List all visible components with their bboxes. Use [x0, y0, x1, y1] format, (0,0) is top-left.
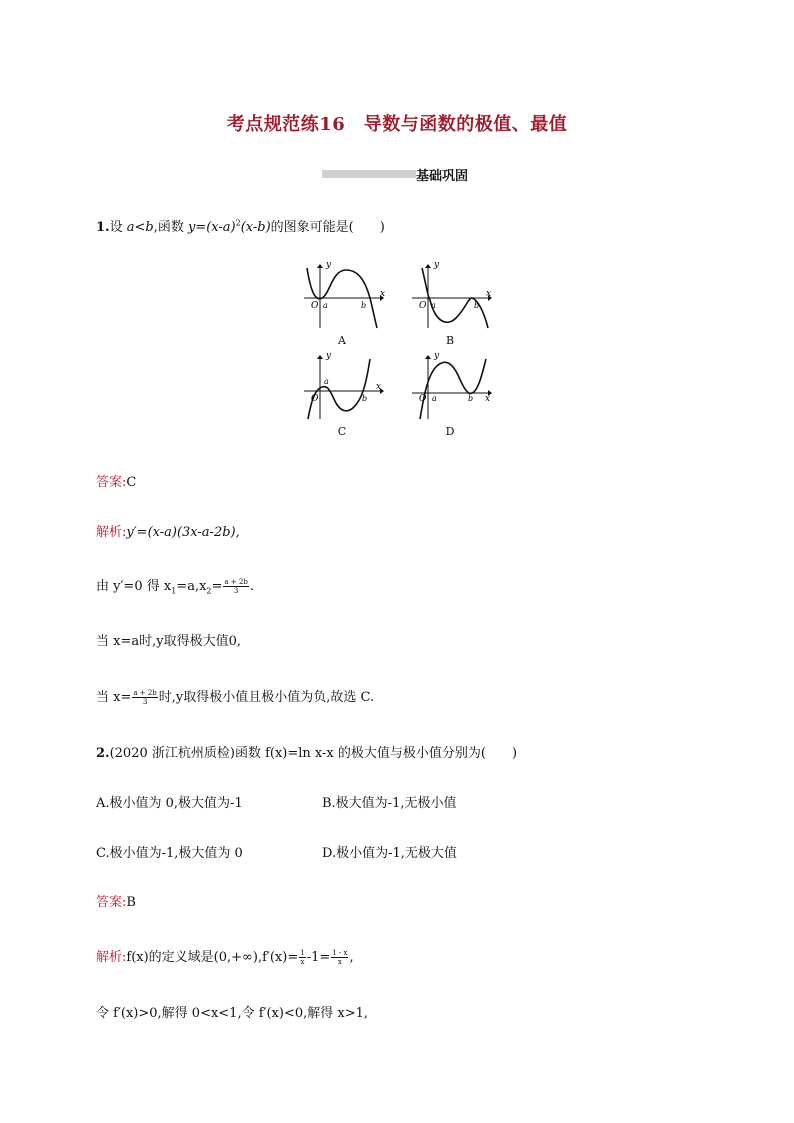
question-1-text-g: 的图象可能是( ): [270, 220, 385, 235]
graph-a: [300, 260, 386, 336]
fraction-denominator: 3: [233, 587, 239, 595]
answer-value: B: [126, 895, 136, 910]
graph-c-origin: O: [311, 394, 319, 404]
analysis-text: =: [211, 579, 223, 594]
graph-d-plot: [408, 351, 492, 423]
fraction: [299, 949, 305, 966]
graph-a-caption: A: [338, 334, 346, 347]
option-d: D.极小值为-1,无极大值: [322, 846, 457, 861]
analysis-text: ,: [349, 950, 354, 965]
fraction-denominator: x: [300, 958, 305, 966]
graph-b-y-label: y: [434, 260, 440, 270]
graph-c-y-label: y: [326, 351, 332, 361]
graph-a-origin: O: [311, 301, 319, 311]
fraction: [132, 689, 157, 706]
answer-label: 答案:: [96, 895, 127, 910]
graph-c: [300, 351, 384, 427]
fraction-denominator: x: [337, 958, 342, 966]
fraction: [331, 949, 348, 966]
question-2-analysis-line-1: [96, 946, 354, 966]
graph-b: [408, 260, 492, 336]
section-divider-bar: [322, 170, 416, 178]
graph-d-y-label: y: [434, 351, 440, 361]
fraction: [223, 578, 248, 595]
analysis-text: 当 x=: [96, 690, 132, 705]
question-1-analysis-line-1: [96, 521, 240, 540]
question-1-condition: a<b: [126, 220, 154, 235]
graph-d-x-label: x: [485, 394, 491, 404]
graph-a-a-label: a: [323, 301, 328, 310]
question-1-exponent: 2: [235, 218, 241, 228]
question-1-analysis-line-2: [96, 575, 254, 596]
graph-c-a-label: a: [324, 377, 329, 386]
question-1-function-b: (x-b): [240, 220, 271, 235]
fraction-numerator: 1: [300, 949, 305, 957]
fraction-numerator: a + 2b: [224, 578, 248, 586]
question-1-function-a: y=(x-a): [187, 220, 236, 235]
subscript: 2: [206, 586, 212, 596]
option-b: B.极大值为-1,无极小值: [322, 796, 457, 811]
question-1-answer: [96, 471, 136, 490]
graph-b-b-label: b: [474, 301, 480, 310]
option-c: C.极小值为-1,极大值为 0: [96, 846, 243, 861]
graph-c-x-label: x: [376, 382, 382, 392]
fraction-numerator: 1 - x: [332, 949, 348, 957]
question-1-text-c: ,函数: [153, 220, 188, 235]
page-title: 考点规范练16 导数与函数的极值、最值: [226, 114, 568, 135]
question-1-number: 1.: [96, 220, 110, 235]
analysis-label: 解析:: [96, 950, 127, 965]
question-2-text: (2020 浙江杭州质检)函数 f(x)=ln x-x 的极大值与极小值分别为( ): [109, 746, 518, 761]
analysis-text: 时,y取得极小值且极小值为负,故选 C.: [158, 690, 375, 705]
question-1-text-a: 设: [109, 220, 127, 235]
graph-d-a-label: a: [432, 394, 437, 403]
question-2: [96, 742, 517, 761]
question-2-answer: [96, 891, 136, 910]
fraction-denominator: 3: [142, 698, 148, 706]
graph-b-x-label: x: [486, 289, 492, 299]
option-a: A.极小值为 0,极大值为-1: [96, 796, 243, 811]
subscript: 1: [171, 586, 177, 596]
analysis-text: f(x)的定义域是(0,+∞),f′(x)=: [126, 950, 299, 965]
graph-a-plot: [300, 260, 386, 332]
analysis-text: -1=: [306, 950, 331, 965]
graph-b-caption: B: [445, 334, 455, 347]
question-2-analysis-line-2: 令 f′(x)>0,解得 0<x<1,令 f′(x)<0,解得 x>1,: [96, 1006, 369, 1021]
answer-value: C: [126, 475, 137, 490]
answer-label: 答案:: [96, 475, 127, 490]
graph-a-x-label: x: [380, 289, 386, 299]
graph-d-origin: O: [419, 394, 427, 404]
question-2-number: 2.: [96, 746, 110, 761]
section-heading: 基础巩固: [416, 169, 469, 184]
question-1-analysis-line-3: 当 x=a时,y取得极大值0,: [96, 634, 241, 649]
question-1-analysis-line-4: [96, 686, 374, 706]
graph-d: [408, 351, 492, 427]
graph-d-b-label: b: [468, 394, 474, 403]
analysis-label: 解析:: [96, 525, 127, 540]
graph-b-a-label: a: [431, 301, 436, 310]
analysis-text: .: [249, 579, 254, 594]
graph-a-y-label: y: [326, 260, 332, 270]
fraction-numerator: a + 2b: [133, 689, 157, 697]
graph-c-b-label: b: [362, 394, 368, 403]
analysis-text: 由 y′=0 得 x: [96, 579, 172, 594]
analysis-text: =a,x: [176, 579, 207, 594]
graph-b-plot: [408, 260, 492, 332]
graph-b-origin: O: [419, 301, 427, 311]
graph-c-plot: [300, 351, 384, 423]
graph-d-caption: D: [445, 425, 455, 438]
question-1: [96, 216, 385, 235]
graph-c-caption: C: [337, 425, 347, 438]
analysis-derivative: y′=(x-a)(3x-a-2b),: [126, 525, 240, 540]
graph-a-b-label: b: [361, 301, 367, 310]
